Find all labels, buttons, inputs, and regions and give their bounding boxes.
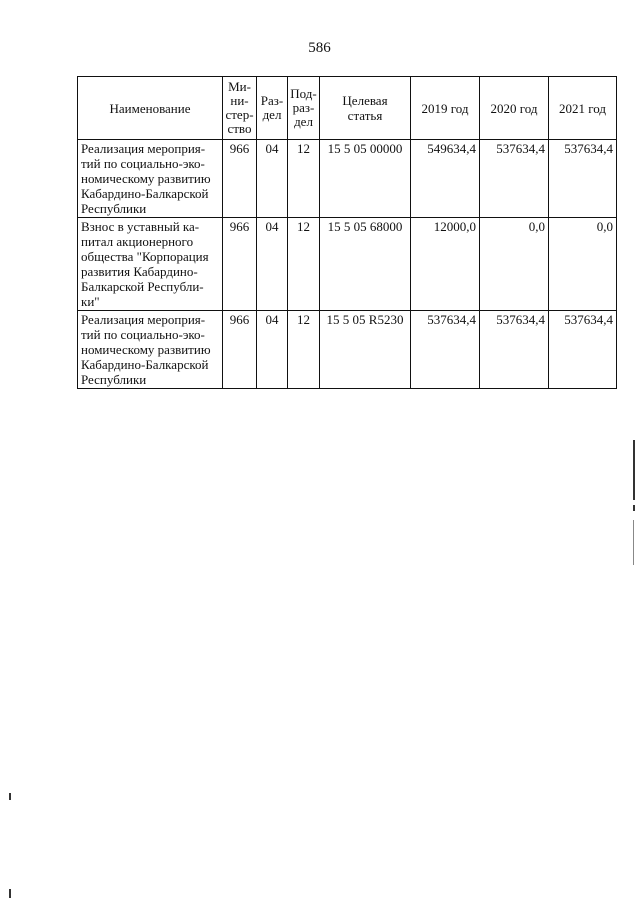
table-row: [78, 311, 617, 389]
scan-mark: [9, 793, 11, 800]
scan-mark: [633, 520, 634, 565]
column-header-section: Раз- дел: [257, 77, 288, 140]
column-header-2019: 2019 год: [411, 77, 480, 140]
target-article-cell: 15 5 05 00000: [320, 140, 411, 218]
section-cell: 04: [257, 140, 288, 218]
table-row: [78, 140, 617, 218]
column-header-2020: 2020 год: [480, 77, 549, 140]
section-cell: 04: [257, 311, 288, 389]
ministry-cell: 966: [223, 311, 257, 389]
scan-mark: [633, 505, 635, 511]
row-name-cell: Реализация мероприя- тий по социально-эко- номическому развитию Кабардино-Балкарской Республики: [78, 140, 223, 218]
amount-2020-cell: 0,0: [480, 218, 549, 311]
column-header-target-article: Целевая статья: [320, 77, 411, 140]
page-number: 586: [308, 40, 331, 56]
amount-2021-cell: 537634,4: [549, 140, 617, 218]
column-header-name: Наименование: [78, 77, 223, 140]
ministry-cell: 966: [223, 140, 257, 218]
subsection-cell: 12: [288, 311, 320, 389]
column-header-ministry: Ми- ни- стер- ство: [223, 77, 257, 140]
target-article-cell: 15 5 05 R5230: [320, 311, 411, 389]
subsection-cell: 12: [288, 140, 320, 218]
scan-mark: [633, 440, 635, 500]
section-cell: 04: [257, 218, 288, 311]
amount-2021-cell: 537634,4: [549, 311, 617, 389]
amount-2020-cell: 537634,4: [480, 311, 549, 389]
amount-2019-cell: 549634,4: [411, 140, 480, 218]
scan-mark: [9, 889, 11, 898]
amount-2019-cell: 12000,0: [411, 218, 480, 311]
table-header-row: [78, 77, 617, 140]
ministry-cell: 966: [223, 218, 257, 311]
amount-2020-cell: 537634,4: [480, 140, 549, 218]
row-name-cell: Взнос в уставный ка- питал акционерного общества "Корпорация развития Кабардино- Балкарской Республи- ки": [78, 218, 223, 311]
column-header-2021: 2021 год: [549, 77, 617, 140]
amount-2021-cell: 0,0: [549, 218, 617, 311]
table-row: [78, 218, 617, 311]
subsection-cell: 12: [288, 218, 320, 311]
amount-2019-cell: 537634,4: [411, 311, 480, 389]
column-header-subsection: Под- раз- дел: [288, 77, 320, 140]
row-name-cell: Реализация мероприя- тий по социально-эко- номическому развитию Кабардино-Балкарской Республики: [78, 311, 223, 389]
target-article-cell: 15 5 05 68000: [320, 218, 411, 311]
budget-table: [77, 76, 617, 389]
